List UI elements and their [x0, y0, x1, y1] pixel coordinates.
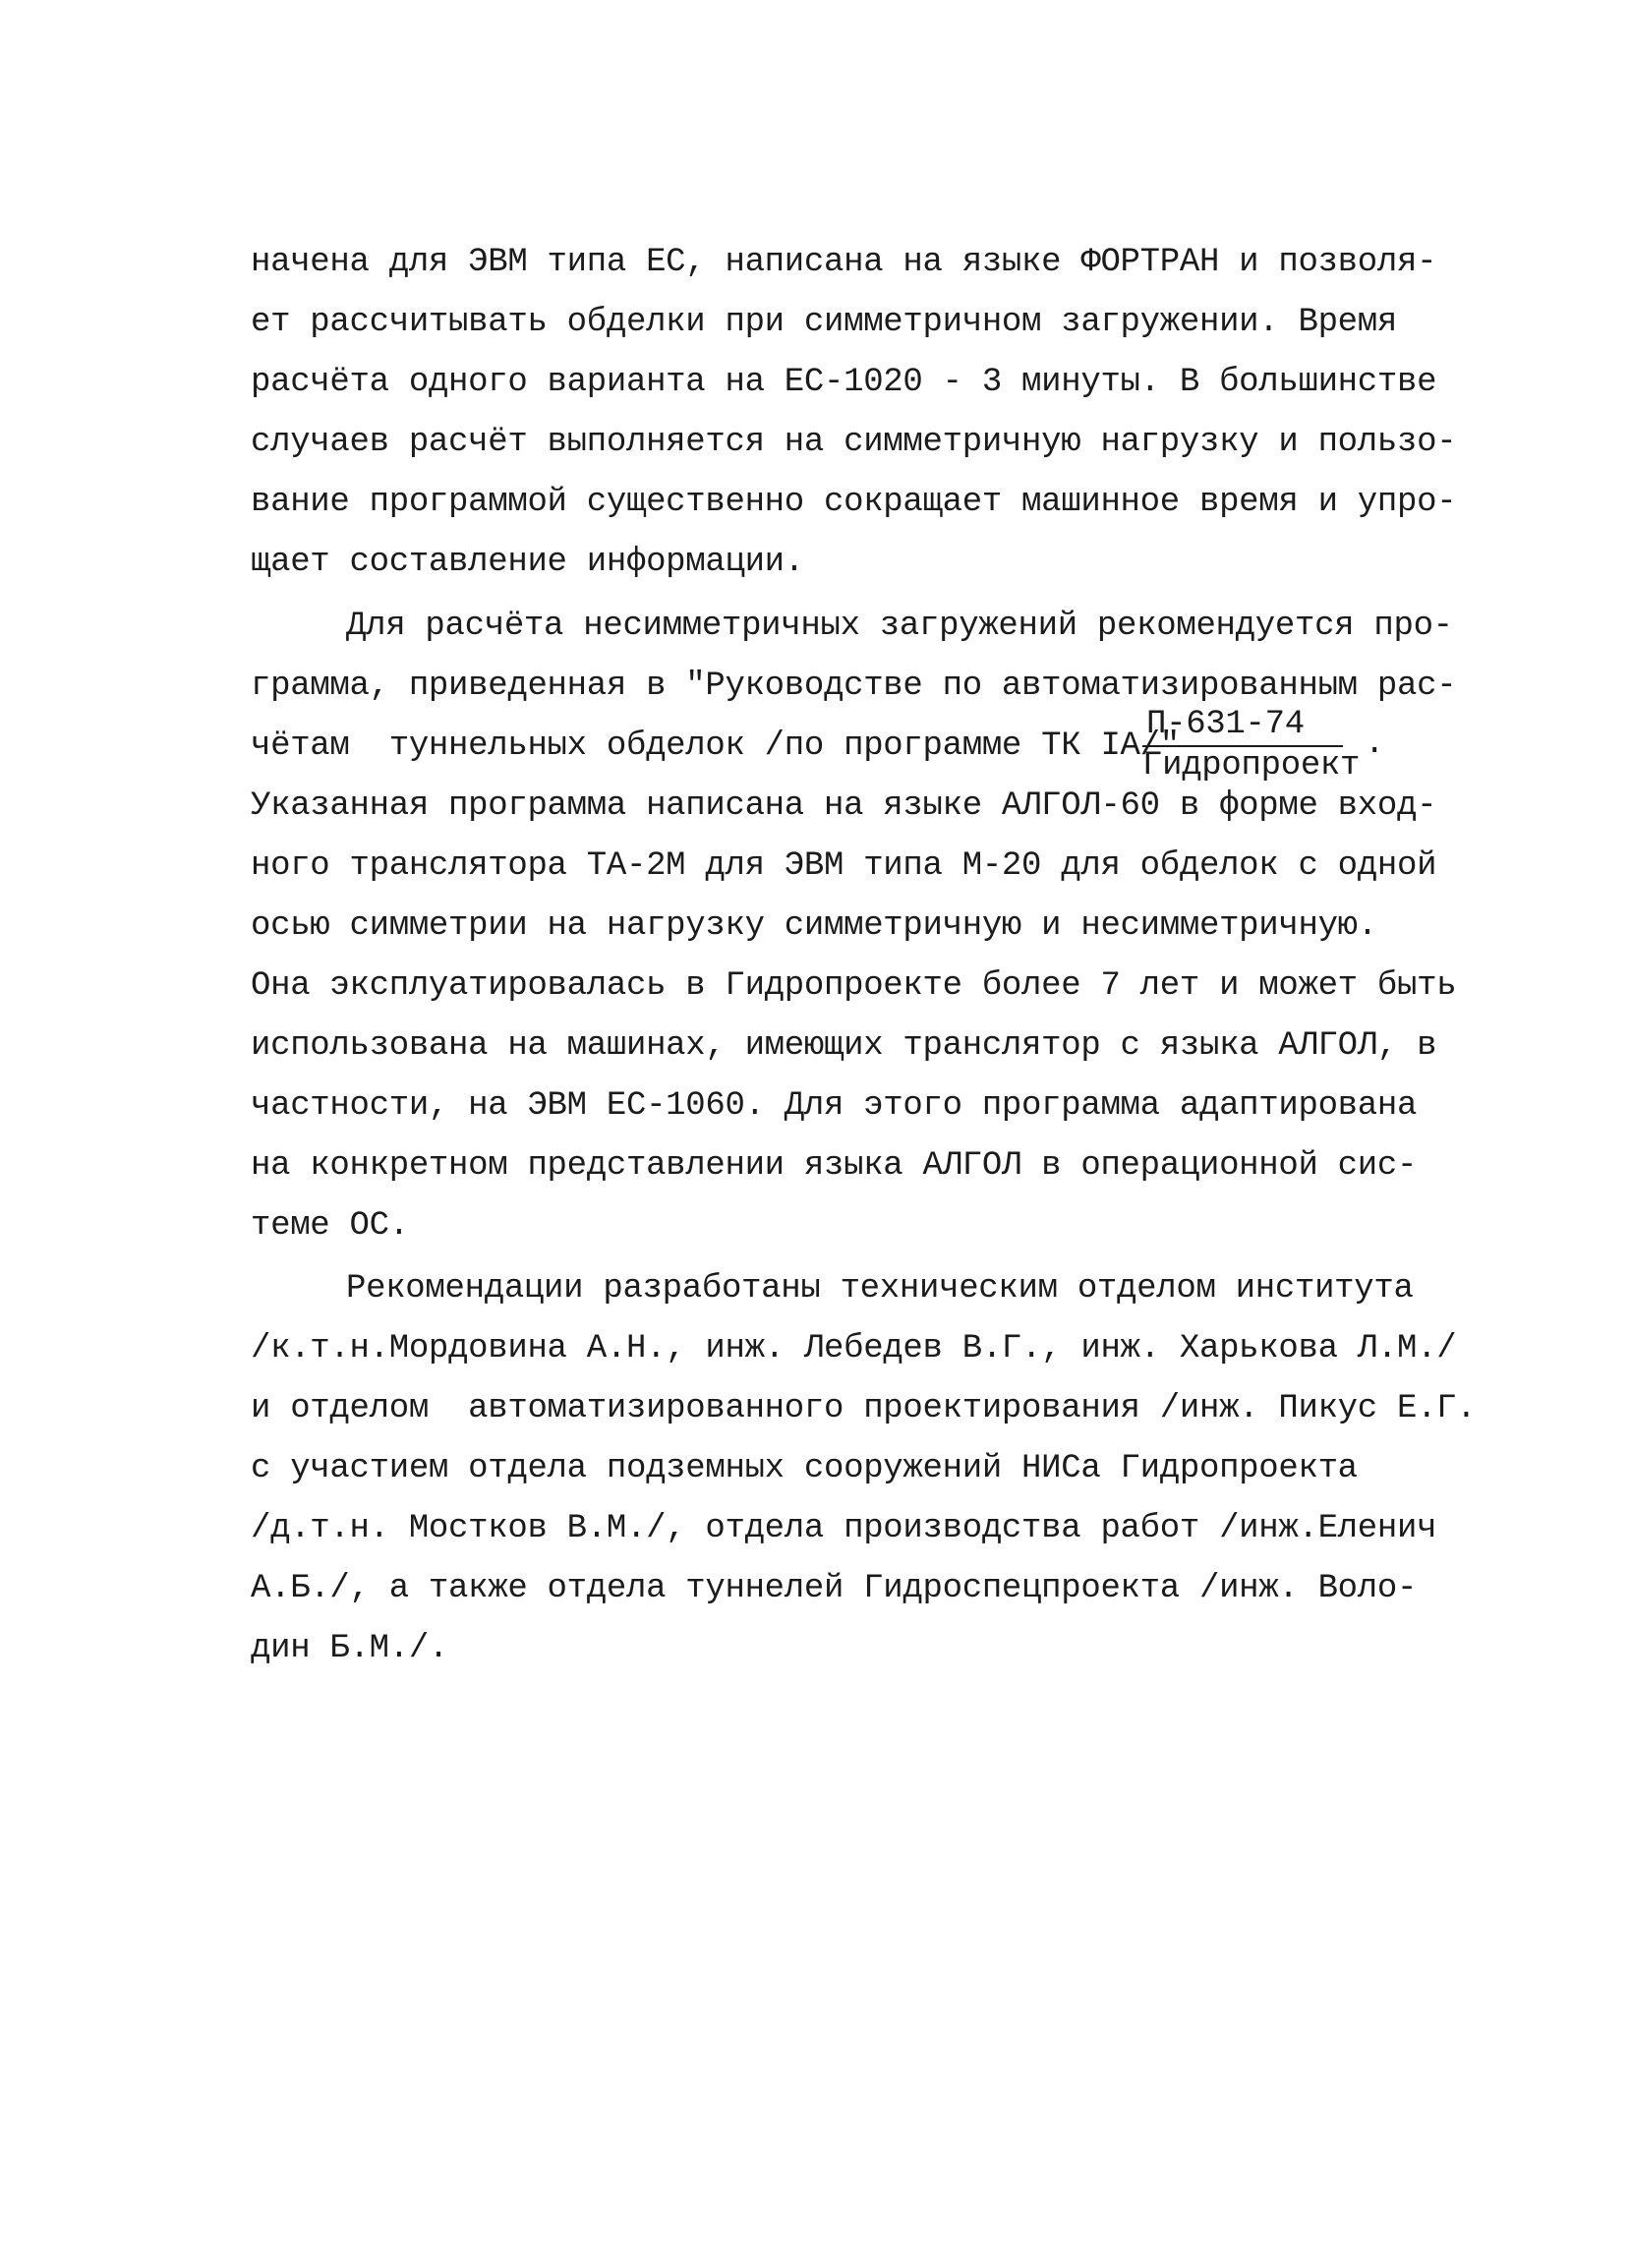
text-line: /к.т.н.Мордовина А.Н., инж. Лебедев В.Г., инж. Харькова Л.М./ — [251, 1330, 1457, 1367]
text-line: щает составление информации. — [251, 544, 804, 581]
text-line: осью симметрии на нагрузку симметричную и несимметричную. — [251, 907, 1377, 945]
sentence-end-period: . — [1365, 726, 1385, 763]
text-line: Для расчёта несимметричных загружений рекомендуется про- — [346, 608, 1453, 645]
text-line: дин Б.М./. — [251, 1630, 449, 1667]
text-line: Рекомендации разработаны техническим отделом института — [346, 1270, 1414, 1308]
text-line: Указанная программа написана на языке АЛГОЛ-60 в форме вход- — [251, 787, 1437, 825]
text-line: на конкретном представлении языка АЛГОЛ в операционной сис- — [251, 1147, 1418, 1185]
text-line: А.Б./, а также отдела туннелей Гидроспецпроекта /инж. Воло- — [251, 1570, 1418, 1607]
text-line: грамма, приведенная в "Руководстве по автоматизированным рас- — [251, 668, 1457, 705]
text-line: ного транслятора ТА-2М для ЭВМ типа М-20 для обделок с одной — [251, 847, 1437, 885]
text-line: и отделом автоматизированного проектирования /инж. Пикус Е.Г. — [251, 1390, 1477, 1427]
text-line: с участием отдела подземных сооружений НИСа Гидропроекта — [251, 1450, 1358, 1487]
text-line: ет рассчитывать обделки при симметричном загружении. Время — [251, 304, 1397, 341]
text-line: теме ОС. — [251, 1207, 409, 1245]
document-code: П-631-74 — [1142, 706, 1343, 747]
text-line: /д.т.н. Мостков В.М./, отдела производства работ /инж.Еленич — [251, 1510, 1437, 1547]
document-reference-fraction — [1142, 706, 1361, 785]
text-line: чётам туннельных обделок /по программе ТК IA/" — [251, 727, 1180, 765]
text-line: начена для ЭВМ типа ЕС, написана на языке ФОРТРАН и позволя- — [251, 244, 1437, 281]
text-line: вание программой существенно сокращает машинное время и упро- — [251, 484, 1457, 521]
document-organization: Гидропроект — [1142, 747, 1361, 785]
text-line: случаев расчёт выполняется на симметричную нагрузку и пользо- — [251, 424, 1457, 461]
text-line: использована на машинах, имеющих транслятор с языка АЛГОЛ, в — [251, 1027, 1437, 1065]
text-line: Она эксплуатировалась в Гидропроекте более 7 лет и может быть — [251, 967, 1457, 1005]
text-line: частности, на ЭВМ ЕС-1060. Для этого программа адаптирована — [251, 1087, 1418, 1125]
text-line: расчёта одного варианта на ЕС-1020 - 3 минуты. В большинстве — [251, 364, 1437, 401]
